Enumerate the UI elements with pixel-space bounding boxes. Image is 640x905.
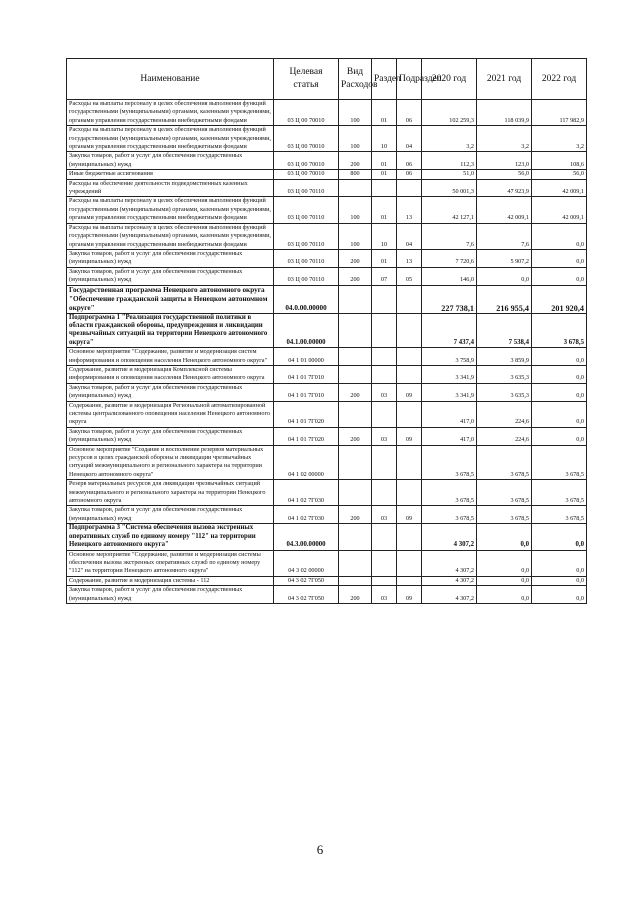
row-subsection [397,445,422,480]
row-2021: 0,0 [477,576,532,585]
row-target: 03 Ц 00 70110 [274,197,339,223]
row-2020: 417,0 [422,427,477,445]
table-row [67,179,587,197]
table-row [67,313,587,348]
row-target: 04 1 01 00000 [274,348,339,366]
row-2022: 42 009,1 [532,197,587,223]
row-expense-type [339,480,372,506]
row-name: Содержание, развитие и модернизация Комплексной системы информирования и оповещения населения Ненецкого автономного округа [67,365,274,383]
row-section: 10 [372,223,397,249]
header-2021: 2021 год [477,59,532,100]
row-section [372,365,397,383]
row-name: Основное мероприятие "Содержание, развитие и модернизация системы обеспечения вызова экстренных оперативных служб по единому номеру "112" на территории Ненецкого автономного округа" [67,550,274,576]
row-name: Расходы на выплаты персоналу в целях обеспечения выполнения функций государственными (муниципальными) органами, казенными учреждениями, органами управления государственными внебюджетными фондами [67,126,274,152]
row-2020: 3 678,5 [422,506,477,524]
row-name: Закупка товаров, работ и услуг для обеспечения государственных (муниципальных) нужд [67,152,274,170]
row-section [372,550,397,576]
row-section [372,445,397,480]
row-expense-type [339,576,372,585]
row-name: Закупка товаров, работ и услуг для обеспечения государственных (муниципальных) нужд [67,427,274,445]
table-row [67,170,587,179]
row-target: 03 Ц 00 70110 [274,223,339,249]
row-section: 07 [372,267,397,285]
row-subsection [397,550,422,576]
row-target: 03 Ц 00 70010 [274,170,339,179]
row-subsection: 09 [397,427,422,445]
budget-table [66,58,587,604]
header-section: Раздел [372,59,397,100]
row-2020: 3 678,5 [422,480,477,506]
row-expense-type: 200 [339,506,372,524]
row-2022: 117 982,9 [532,100,587,126]
row-section [372,524,397,550]
table-row [67,586,587,604]
row-2022: 0,0 [532,524,587,550]
row-target: 03 Ц 00 70110 [274,267,339,285]
table-row [67,267,587,285]
row-name: Подпрограмма 3 "Система обеспечения вызова экстренных оперативных служб по единому номеру "112" на территории Ненецкого автономного округа" [67,524,274,550]
row-subsection: 06 [397,152,422,170]
row-name: Резерв материальных ресурсов для ликвидации чрезвычайных ситуаций межмуниципального и регионального характера на территории Ненецкого автономного округа [67,480,274,506]
row-2021: 3 678,5 [477,445,532,480]
row-subsection: 05 [397,267,422,285]
row-section: 03 [372,506,397,524]
row-name: Закупка товаров, работ и услуг для обеспечения государственных (муниципальных) нужд [67,249,274,267]
row-2021: 0,0 [477,267,532,285]
table-row [67,249,587,267]
row-expense-type: 100 [339,223,372,249]
row-target: 04 1 01 7Г020 [274,427,339,445]
table-row [67,576,587,585]
row-subsection: 09 [397,383,422,401]
budget-table-page [66,58,586,604]
row-subsection [397,401,422,427]
row-2022: 3,2 [532,126,587,152]
row-expense-type: 800 [339,170,372,179]
row-name: Иные бюджетные ассигнования [67,170,274,179]
row-name: Основное мероприятие "Содержание, развитие и модернизация систем информирования и оповещения населения Ненецкого автономного округа" [67,348,274,366]
table-row [67,365,587,383]
row-section: 01 [372,249,397,267]
table-header-row [67,59,587,100]
row-expense-type: 100 [339,126,372,152]
row-2021: 0,0 [477,550,532,576]
row-section: 10 [372,126,397,152]
row-2021: 224,6 [477,401,532,427]
row-2020: 4 307,2 [422,576,477,585]
row-2022: 0,0 [532,267,587,285]
row-name: Закупка товаров, работ и услуг для обеспечения государственных (муниципальных) нужд [67,383,274,401]
row-2020: 3 678,5 [422,445,477,480]
page-number: 6 [316,842,324,857]
row-2022: 3 678,5 [532,313,587,348]
row-expense-type: 200 [339,267,372,285]
table-row [67,100,587,126]
header-target: Целевая статья [274,59,339,100]
header-expense-type: Вид Расходов [339,59,372,100]
row-subsection [397,285,422,313]
table-row [67,383,587,401]
header-subsection: Подраздел [397,59,422,100]
row-expense-type: 100 [339,197,372,223]
row-name: Закупка товаров, работ и услуг для обеспечения государственных (муниципальных) нужд [67,267,274,285]
row-2020: 227 738,1 [422,285,477,313]
row-2020: 102 259,3 [422,100,477,126]
row-section [372,401,397,427]
row-2022: 0,0 [532,427,587,445]
row-2022: 3 678,5 [532,445,587,480]
row-expense-type: 200 [339,586,372,604]
row-name: Подпрограмма 1 "Реализация государственной политики в области гражданской обороны, предупреждения и ликвидации чрезвычайных ситуаций на территории Ненецкого автономного округа" [67,313,274,348]
row-2022: 0,0 [532,365,587,383]
row-2021: 42 009,1 [477,197,532,223]
row-2021: 216 955,4 [477,285,532,313]
row-name: Закупка товаров, работ и услуг для обеспечения государственных (муниципальных) нужд [67,586,274,604]
row-section: 01 [372,170,397,179]
row-target: 04 3 02 7Г050 [274,586,339,604]
row-subsection: 09 [397,506,422,524]
row-expense-type [339,285,372,313]
row-target: 03 Ц 00 70010 [274,126,339,152]
row-subsection [397,524,422,550]
header-2022: 2022 год [532,59,587,100]
row-2020: 7 437,4 [422,313,477,348]
row-2021: 224,6 [477,427,532,445]
table-row [67,348,587,366]
row-2022: 56,0 [532,170,587,179]
row-expense-type [339,401,372,427]
row-target: 04 1 02 00000 [274,445,339,480]
row-2020: 146,0 [422,267,477,285]
row-target: 03 Ц 00 70010 [274,152,339,170]
row-expense-type: 100 [339,100,372,126]
table-row [67,506,587,524]
row-target: 04 3 02 00000 [274,550,339,576]
row-target: 03 Ц 00 70110 [274,179,339,197]
table-row [67,550,587,576]
row-expense-type: 200 [339,152,372,170]
row-2020: 3 758,9 [422,348,477,366]
row-expense-type [339,313,372,348]
row-expense-type [339,365,372,383]
row-2021: 3 635,3 [477,365,532,383]
row-name: Основное мероприятие "Создание и восполнение резервов материальных ресурсов в целях гражданской обороны и ликвидации чрезвычайных ситуаций межмуниципального и регионального характера на территории Ненецкого автономного округа" [67,445,274,480]
row-2020: 4 307,2 [422,586,477,604]
row-section [372,179,397,197]
row-expense-type [339,445,372,480]
row-target: 03 Ц 00 70110 [274,249,339,267]
table-row [67,285,587,313]
row-target: 04.0.00.00000 [274,285,339,313]
row-2021: 118 039,9 [477,100,532,126]
row-2020: 112,3 [422,152,477,170]
row-2021: 3 635,3 [477,383,532,401]
table-row [67,152,587,170]
row-target: 04 1 02 7Г030 [274,506,339,524]
row-2022: 0,0 [532,223,587,249]
row-2020: 3 341,9 [422,383,477,401]
row-name: Расходы на выплаты персоналу в целях обеспечения выполнения функций государственными (муниципальными) органами, казенными учреждениями, органами управления государственными внебюджетными фондами [67,223,274,249]
row-2022: 0,0 [532,576,587,585]
row-section [372,348,397,366]
row-2021: 56,0 [477,170,532,179]
row-subsection [397,365,422,383]
table-body [67,100,587,604]
row-subsection: 06 [397,170,422,179]
row-expense-type [339,179,372,197]
table-row [67,401,587,427]
row-name: Государственная программа Ненецкого автономного округа "Обеспечение гражданской защиты в Ненецком автономном округе" [67,285,274,313]
row-section: 01 [372,197,397,223]
row-name: Закупка товаров, работ и услуг для обеспечения государственных (муниципальных) нужд [67,506,274,524]
row-name: Расходы на выплаты персоналу в целях обеспечения выполнения функций государственными (муниципальными) органами, казенными учреждениями, органами управления государственными внебюджетными фондами [67,197,274,223]
row-2021: 3,2 [477,126,532,152]
row-2020: 51,0 [422,170,477,179]
row-2022: 0,0 [532,401,587,427]
row-expense-type: 200 [339,249,372,267]
row-subsection: 09 [397,586,422,604]
row-section: 03 [372,586,397,604]
row-2020: 3,2 [422,126,477,152]
row-section: 01 [372,100,397,126]
row-subsection [397,313,422,348]
row-expense-type: 200 [339,427,372,445]
row-2021: 47 923,9 [477,179,532,197]
row-2021: 3 859,9 [477,348,532,366]
row-2021: 3 678,5 [477,506,532,524]
row-2020: 4 307,2 [422,550,477,576]
row-section [372,480,397,506]
row-2021: 123,0 [477,152,532,170]
table-row [67,126,587,152]
row-2021: 7 538,4 [477,313,532,348]
row-section [372,576,397,585]
row-section [372,285,397,313]
row-2021: 0,0 [477,586,532,604]
row-section [372,313,397,348]
table-row [67,223,587,249]
row-section: 01 [372,152,397,170]
table-row [67,445,587,480]
row-subsection [397,348,422,366]
row-name: Расходы на выплаты персоналу в целях обеспечения выполнения функций государственными (муниципальными) органами, казенными учреждениями, органами управления государственными внебюджетными фондами [67,100,274,126]
row-2021: 7,6 [477,223,532,249]
row-subsection: 13 [397,249,422,267]
row-2022: 3 678,5 [532,480,587,506]
row-2020: 3 341,9 [422,365,477,383]
row-subsection [397,480,422,506]
row-2022: 3 678,5 [532,506,587,524]
table-row [67,524,587,550]
row-expense-type [339,550,372,576]
table-row [67,197,587,223]
header-2020: 2020 год [422,59,477,100]
row-target: 04 1 02 7Г030 [274,480,339,506]
row-2022: 201 920,4 [532,285,587,313]
row-section: 03 [372,427,397,445]
row-2022: 0,0 [532,383,587,401]
row-2022: 0,0 [532,550,587,576]
row-subsection [397,576,422,585]
row-2020: 7 720,6 [422,249,477,267]
row-target: 04 1 01 7Г010 [274,365,339,383]
row-2021: 3 678,5 [477,480,532,506]
row-name: Содержание, развитие и модернизация Региональной автоматизированной системы централизованного оповещения населения Ненецкого автономного округа [67,401,274,427]
header-name: Наименование [67,59,274,100]
row-2022: 42 009,1 [532,179,587,197]
row-2020: 4 307,2 [422,524,477,550]
row-2021: 5 907,2 [477,249,532,267]
row-2020: 42 127,1 [422,197,477,223]
row-2020: 417,0 [422,401,477,427]
row-2022: 0,0 [532,249,587,267]
table-row [67,480,587,506]
row-2022: 0,0 [532,348,587,366]
row-expense-type [339,524,372,550]
row-subsection: 06 [397,100,422,126]
row-target: 03 Ц 00 70010 [274,100,339,126]
row-target: 04.3.00.00000 [274,524,339,550]
row-name: Расходы на обеспечение деятельности подведомственных казенных учреждений [67,179,274,197]
row-target: 04 3 02 7Г050 [274,576,339,585]
row-expense-type: 200 [339,383,372,401]
row-section: 03 [372,383,397,401]
row-expense-type [339,348,372,366]
row-target: 04 1 01 7Г020 [274,401,339,427]
row-2021: 0,0 [477,524,532,550]
row-subsection: 13 [397,197,422,223]
row-target: 04 1 01 7Г010 [274,383,339,401]
row-2020: 50 001,3 [422,179,477,197]
row-subsection [397,179,422,197]
row-2022: 0,0 [532,586,587,604]
table-row [67,427,587,445]
row-target: 04.1.00.00000 [274,313,339,348]
row-subsection: 04 [397,126,422,152]
row-subsection: 04 [397,223,422,249]
row-2020: 7,6 [422,223,477,249]
row-name: Содержание, развитие и модернизация системы - 112 [67,576,274,585]
row-2022: 108,6 [532,152,587,170]
